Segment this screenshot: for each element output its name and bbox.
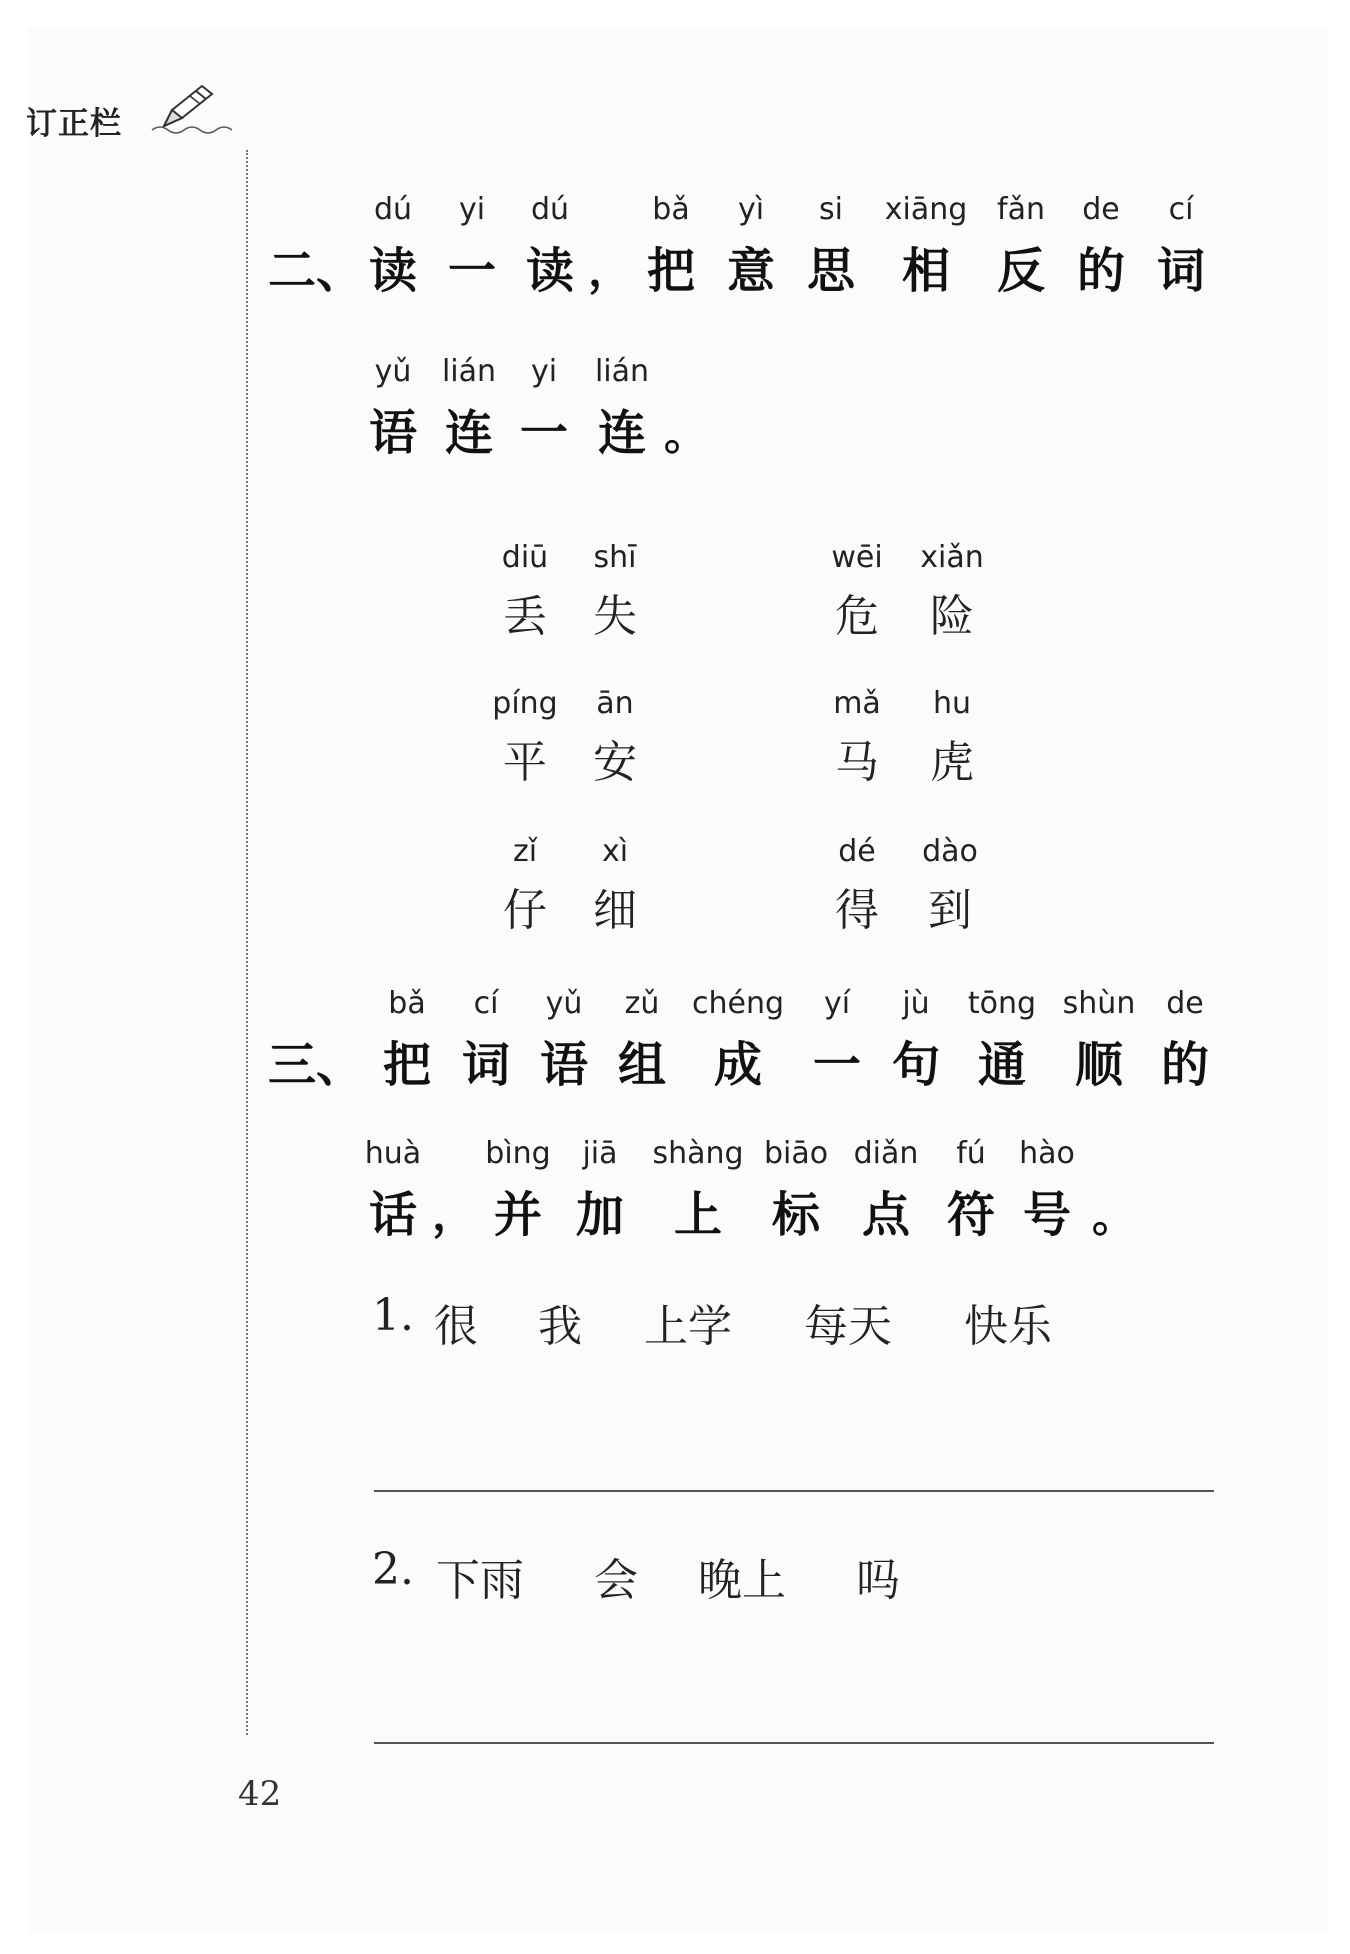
comma: ， — [588, 245, 632, 296]
ruby-char: yǔ 语 — [539, 986, 588, 1093]
word-pair-right-1[interactable] — [822, 540, 1002, 640]
ruby-char: bǎ 把 — [646, 192, 695, 299]
ruby-char: fǎn 反 — [996, 192, 1045, 299]
margin-divider — [246, 150, 248, 1735]
ruby-char: fú 符 — [946, 1136, 995, 1243]
ruby-char: shī 失 — [593, 540, 637, 642]
item-number: 2. — [372, 1544, 414, 1595]
scrambled-word: 上学 — [644, 1301, 732, 1352]
scrambled-word: 下雨 — [436, 1555, 524, 1606]
page-background — [28, 28, 1328, 1933]
ruby-char: yǔ 语 — [368, 354, 417, 461]
ruby-char: dú 读 — [525, 192, 574, 299]
ruby-char: si 思 — [806, 192, 855, 299]
ruby-char: de 的 — [1076, 192, 1125, 299]
word-pair-right-3[interactable] — [822, 834, 1002, 934]
ruby-char: xiǎn 险 — [920, 540, 984, 642]
word-pair-left-3[interactable] — [490, 834, 660, 934]
ruby-char: shàng 上 — [652, 1136, 744, 1243]
period: 。 — [664, 409, 708, 460]
ruby-char: dào 到 — [922, 834, 978, 936]
ruby-char: shùn 顺 — [1062, 986, 1136, 1093]
ruby-char: wēi 危 — [831, 540, 883, 642]
section3-number: 三、 — [268, 1037, 365, 1093]
ruby-char: ān 安 — [593, 686, 637, 788]
ruby-char: lián 连 — [594, 354, 650, 461]
answer-line-1[interactable] — [374, 1490, 1214, 1492]
ruby-char: jù 句 — [891, 986, 940, 1093]
answer-line-2[interactable] — [374, 1742, 1214, 1744]
ruby-char: yì 意 — [726, 192, 775, 299]
ruby-char: cí 词 — [1156, 192, 1205, 299]
word-pair-right-2[interactable] — [822, 686, 1002, 786]
word-pair-left-2[interactable] — [490, 686, 660, 786]
sentence-item-1 — [372, 1290, 1172, 1350]
ruby-char: huà 话 — [364, 1136, 422, 1243]
ruby-char: de 的 — [1160, 986, 1209, 1093]
scrambled-word: 晚上 — [698, 1555, 786, 1606]
ruby-char: zǐ 仔 — [503, 834, 547, 936]
ruby-char: hu 虎 — [930, 686, 974, 788]
pencil-icon — [150, 80, 240, 138]
scrambled-word: 我 — [538, 1301, 582, 1352]
scrambled-word: 快乐 — [964, 1301, 1052, 1352]
ruby-char: yí 一 — [812, 986, 861, 1093]
scrambled-word: 很 — [434, 1301, 478, 1352]
ruby-char: bǎ 把 — [382, 986, 431, 1093]
ruby-char: xiāng 相 — [884, 192, 968, 299]
ruby-char: jiā 加 — [575, 1136, 624, 1243]
page-number: 42 — [238, 1774, 282, 1814]
scrambled-word: 每天 — [804, 1301, 892, 1352]
ruby-char: chéng 成 — [691, 986, 785, 1093]
item-number: 1. — [372, 1290, 414, 1341]
period: 。 — [1092, 1191, 1136, 1242]
scrambled-word: 会 — [594, 1555, 638, 1606]
sentence-item-2 — [372, 1544, 1172, 1604]
section2-number: 二、 — [268, 243, 365, 299]
ruby-char: zǔ 组 — [617, 986, 666, 1093]
ruby-char: mǎ 马 — [833, 686, 881, 788]
ruby-char: diǎn 点 — [853, 1136, 919, 1243]
ruby-char: píng 平 — [492, 686, 558, 788]
ruby-char: dé 得 — [835, 834, 879, 936]
ruby-char: tōng 通 — [967, 986, 1037, 1093]
ruby-char: bìng 并 — [485, 1136, 551, 1243]
ruby-char: biāo 标 — [763, 1136, 829, 1243]
correction-column-label: 订正栏 — [26, 106, 122, 142]
ruby-char: dú 读 — [368, 192, 417, 299]
ruby-char: yi 一 — [519, 354, 568, 461]
ruby-char: yi 一 — [447, 192, 496, 299]
scrambled-word: 吗 — [856, 1555, 900, 1606]
ruby-char: cí 词 — [461, 986, 510, 1093]
ruby-char: hào 号 — [1019, 1136, 1075, 1243]
ruby-char: xì 细 — [593, 834, 637, 936]
comma: ， — [432, 1189, 476, 1240]
ruby-char: lián 连 — [441, 354, 497, 461]
word-pair-left-1[interactable] — [490, 540, 660, 640]
ruby-char: diū 丢 — [501, 540, 549, 642]
